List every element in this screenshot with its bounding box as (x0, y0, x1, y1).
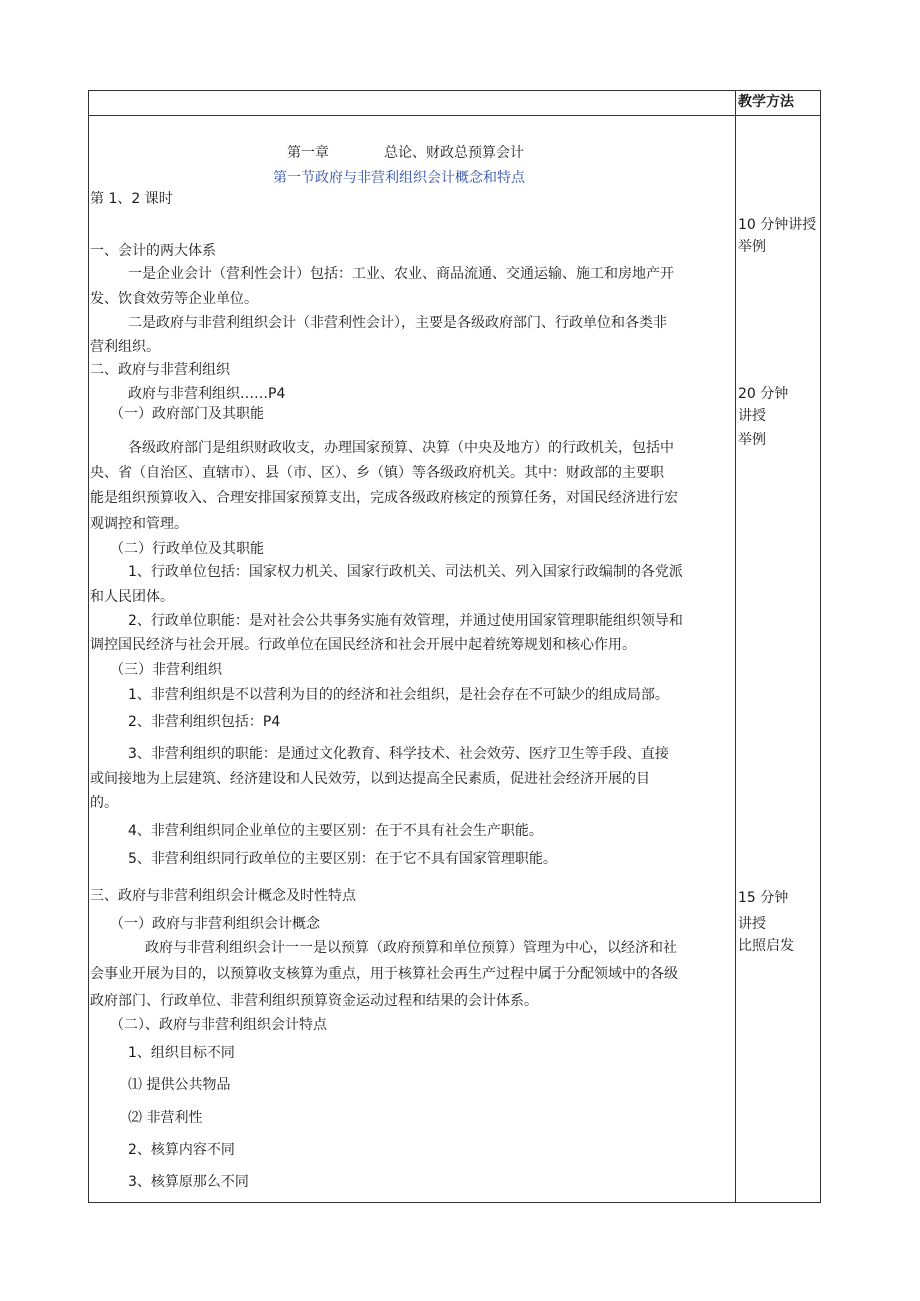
paragraph-line: 或间接地为上层建筑、经济建设和人民效劳，以到达提高全民素质，促进社会经济开展的目 (90, 771, 650, 787)
list-item: 2、非营利组织包括：P4 (128, 714, 281, 730)
paragraph-line: 各级政府部门是组织财政收支，办理国家预算、决算（中央及地方）的行政机关，包括中 (128, 440, 674, 456)
method-note: 讲授 (738, 408, 766, 424)
method-header: 教学方法 (738, 94, 794, 110)
method-note: 讲授 (738, 916, 766, 932)
method-note: 15 分钟 (738, 890, 789, 906)
paragraph-line: 二是政府与非营利组织会计（非营利性会计），主要是各级政府部门、行政单位和各类非 (128, 315, 667, 331)
subheading: （三）非营利组织 (110, 662, 222, 678)
paragraph-line: 会事业开展为目的，以预算收支核算为重点，用于核算社会再生产过程中属于分配领域中的各级 (90, 966, 678, 982)
paragraph-line: 发、饮食效劳等企业单位。 (90, 291, 258, 307)
list-item: 3、非营利组织的职能：是通过文化教育、科学技术、社会效劳、医疗卫生等手段、直接 (128, 746, 669, 762)
subheading: （一）政府部门及其职能 (110, 406, 264, 422)
method-note: 20 分钟 (738, 386, 789, 402)
paragraph-line: 央、省（自治区、直辖市）、县（市、区）、乡（镇）等各级政府机关。其中：财政部的主要职 (90, 465, 664, 481)
method-note: 10 分钟讲授 (738, 217, 817, 233)
list-item: 4、非营利组织同企业单位的主要区别：在于不具有社会生产职能。 (128, 823, 543, 839)
list-item: 5、非营利组织同行政单位的主要区别：在于它不具有国家管理职能。 (128, 851, 557, 867)
subheading: （一）政府与非营利组织会计概念 (110, 916, 320, 932)
paragraph-line: 政府部门、行政单位、非营利组织预算资金运动过程和结果的会计体系。 (90, 993, 538, 1009)
paragraph-line: 调控国民经济与社会开展。行政单位在国民经济和社会开展中起着统筹规划和核心作用。 (90, 637, 636, 653)
header-row-divider (88, 115, 821, 116)
paragraph-line: 政府与非营利组织会计一一是以预算（政府预算和单位预算）管理为中心，以经济和社 (145, 940, 677, 956)
chapter-title: 总论、财政总预算会计 (384, 145, 524, 161)
paragraph-line: 1、行政单位包括：国家权力机关、国家行政机关、司法机关、列入国家行政编制的各党派 (128, 564, 683, 580)
subheading: （二）行政单位及其职能 (110, 541, 264, 557)
heading-1: 一、会计的两大体系 (90, 243, 216, 259)
section-title: 第一节政府与非营利组织会计概念和特点 (273, 170, 525, 186)
lesson-hours: 第 1、2 课时 (90, 191, 173, 207)
list-item: ⑵ 非营利性 (128, 1110, 203, 1126)
method-column-divider (735, 90, 736, 1203)
method-note: 举例 (738, 239, 766, 255)
heading-3: 三、政府与非营利组织会计概念及时性特点 (90, 888, 356, 904)
paragraph-line: 和人民团体。 (90, 589, 174, 605)
list-item: ⑴ 提供公共物品 (128, 1077, 231, 1093)
paragraph-line: 能是组织预算收入、合理安排国家预算支出，完成各级政府核定的预算任务，对国民经济进行宏 (90, 490, 678, 506)
paragraph-line: 营利组织。 (90, 339, 160, 355)
list-item: 2、核算内容不同 (128, 1142, 235, 1158)
chapter-number: 第一章 (287, 145, 329, 161)
reference-line: 政府与非营利组织……P4 (128, 386, 286, 402)
subheading: （二）、政府与非营利组织会计特点 (110, 1017, 327, 1033)
method-note: 举例 (738, 432, 766, 448)
paragraph-line: 观调控和管理。 (90, 516, 188, 532)
list-item: 1、组织目标不同 (128, 1045, 235, 1061)
method-note: 比照启发 (738, 938, 794, 954)
list-item: 1、非营利组织是不以营利为目的的经济和社会组织，是社会存在不可缺少的组成局部。 (128, 687, 669, 703)
list-item: 3、核算原那么不同 (128, 1174, 249, 1190)
paragraph-line: 一是企业会计（营利性会计）包括：工业、农业、商品流通、交通运输、施工和房地产开 (128, 266, 674, 282)
paragraph-line: 2、行政单位职能：是对社会公共事务实施有效管理，并通过使用国家管理职能组织领导和 (128, 613, 683, 629)
paragraph-line: 的。 (90, 795, 118, 811)
heading-2: 二、政府与非营利组织 (90, 362, 230, 378)
